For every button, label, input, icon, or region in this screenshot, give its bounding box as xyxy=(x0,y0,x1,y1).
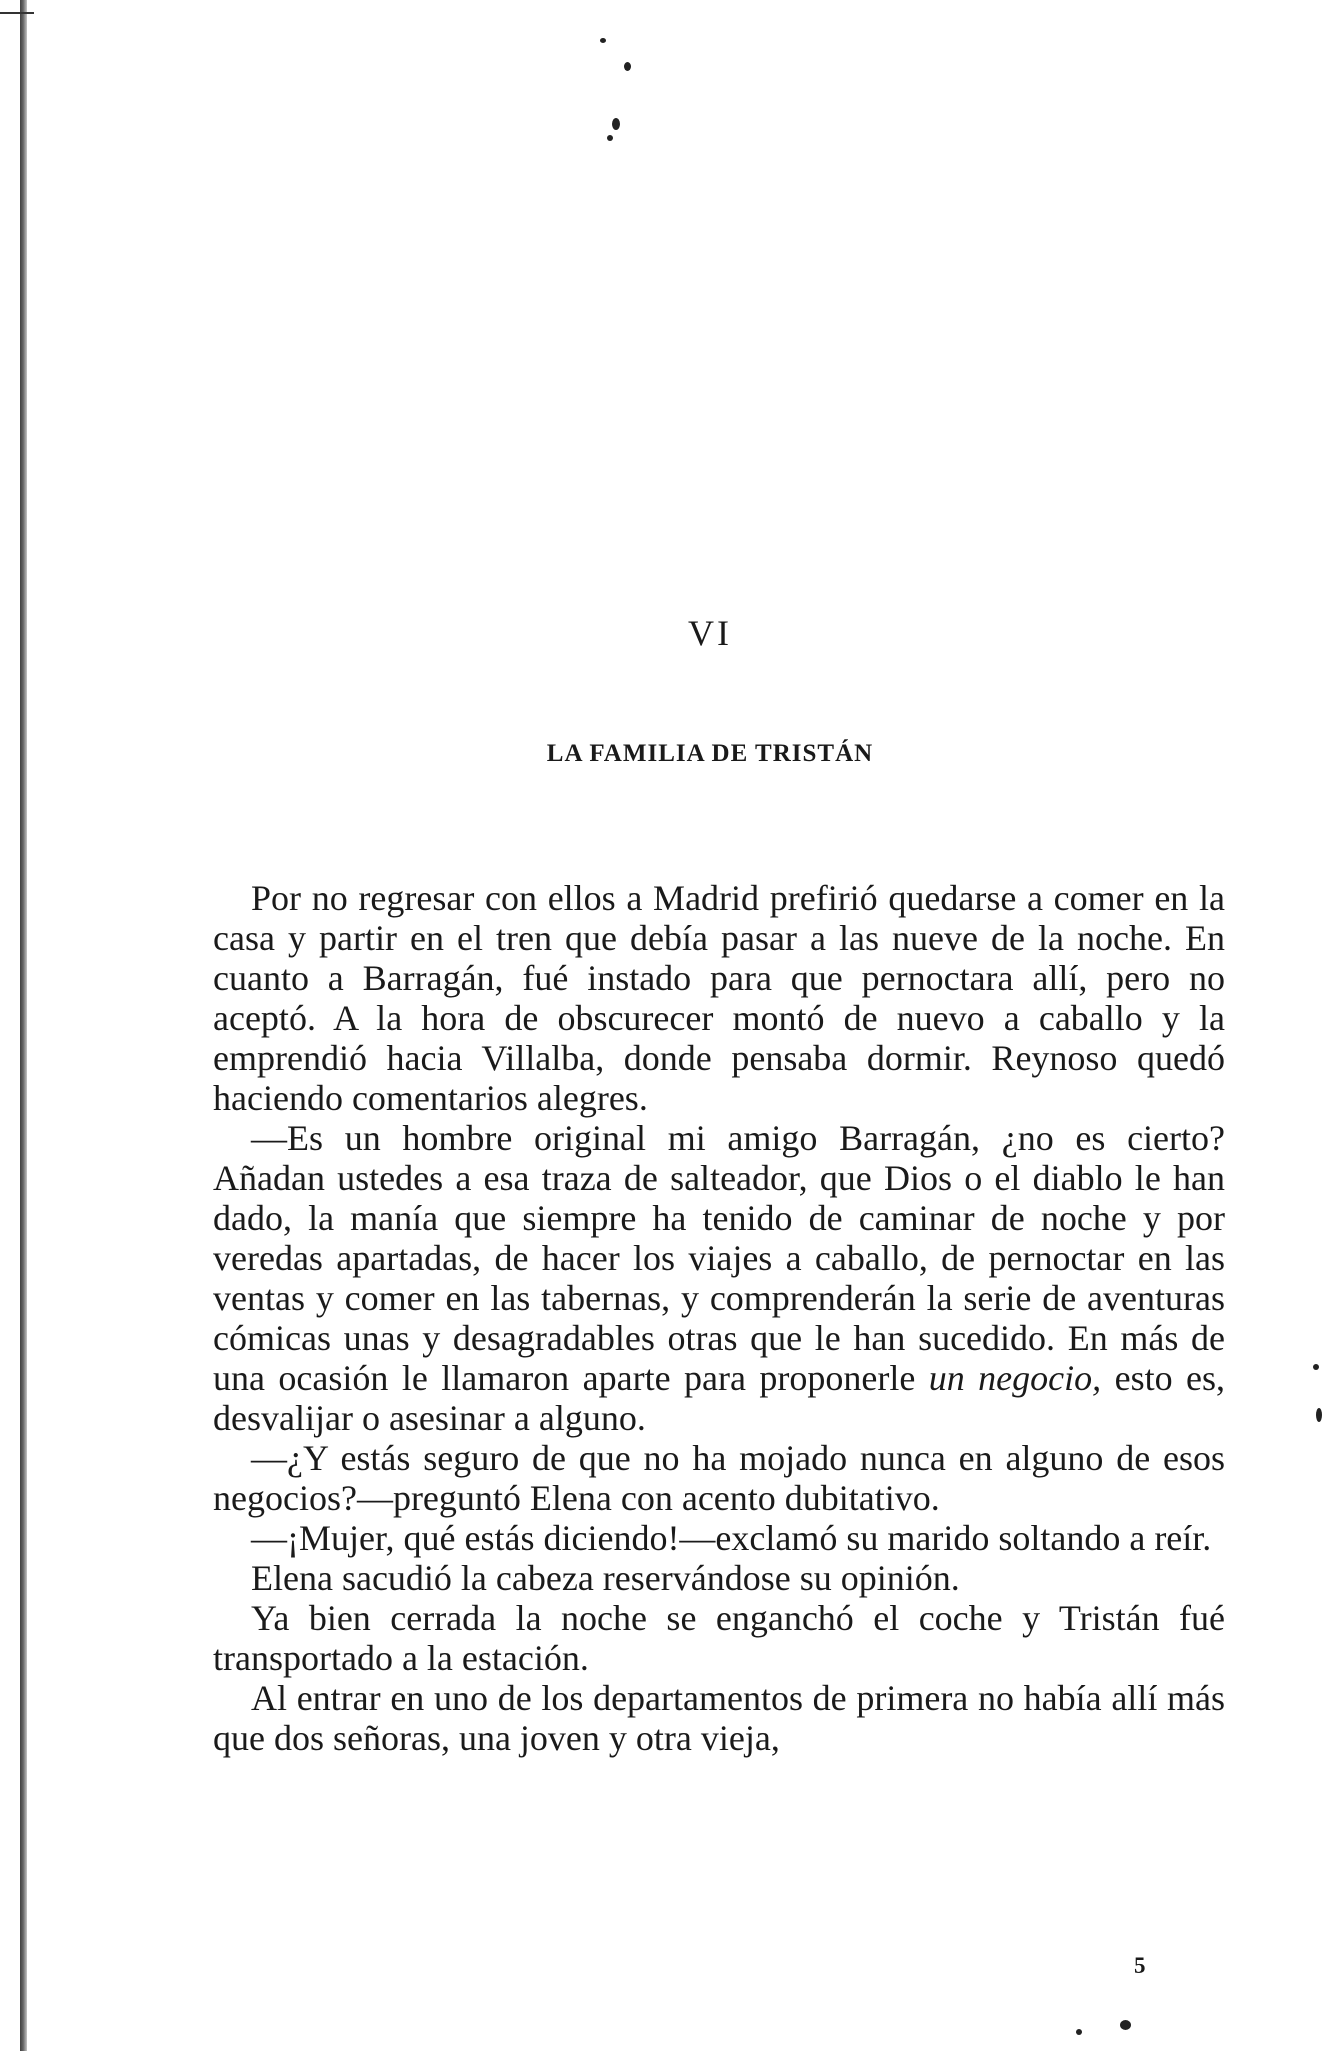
paragraph: Elena sacudió la cabeza reservándose su opinión. xyxy=(251,1558,960,1598)
body-text xyxy=(213,878,1225,1758)
chapter-title: LA FAMILIA DE TRISTÁN xyxy=(546,740,874,767)
paragraph: —¡Mujer, qué estás diciendo!—exclamó su marido soltando a reír. xyxy=(251,1518,1212,1558)
scan-speck xyxy=(1313,1364,1319,1370)
scan-speck xyxy=(1120,2020,1131,2030)
paragraph xyxy=(213,1118,1225,1438)
paragraph: —¿Y estás seguro de que no ha mojado nunca en alguno de esos negocios?—preguntó Elena con acento dubitativo. xyxy=(213,1438,1225,1518)
scan-speck xyxy=(1316,1408,1322,1422)
paragraph: Por no regresar con ellos a Madrid prefirió quedarse a comer en la casa y partir en el tren que debía pasar a las nueve de la noche. En cuanto a Barragán, fué instado para que pernoctara allí, pero no aceptó. A la hora de obscurecer montó de nuevo a caballo y la emprendió hacia Villalba, donde pensaba dormir. Reynoso quedó haciendo comentarios alegres. xyxy=(213,878,1225,1118)
page-number: 5 xyxy=(1134,1953,1146,1978)
paragraph-text: —Es un hombre original mi amigo Barragán, ¿no es cierto? Añadan ustedes a esa traza de salteador, que Dios o el diablo le han dado, la manía que siempre ha tenido de caminar de noche y por veredas apartadas, de hacer los viajes a caballo, de pernoctar en las ventas y comer en las tabernas, y comprenderán la serie de aventuras cómicas unas y desagradables otras que le han sucedido. En más de una ocasión le llamaron aparte para proponerle xyxy=(213,1118,1225,1398)
scan-speck xyxy=(624,62,631,71)
book-spine-shadow xyxy=(20,0,27,2051)
chapter-number: VI xyxy=(688,613,732,653)
scan-speck xyxy=(1076,2029,1082,2035)
emphasized-text: un negocio, xyxy=(928,1358,1102,1398)
page-edge-mark xyxy=(0,12,34,14)
paragraph: Al entrar en uno de los departamentos de primera no había allí más que dos señoras, una joven y otra vieja, xyxy=(213,1678,1225,1758)
paragraph-text: esto es, desvalijar o asesinar a alguno. xyxy=(213,1358,1226,1438)
paragraph: Ya bien cerrada la noche se enganchó el coche y Tristán fué transportado a la estación. xyxy=(213,1598,1225,1678)
scan-speck xyxy=(612,118,620,130)
scan-speck xyxy=(607,135,613,141)
scan-speck xyxy=(600,38,606,43)
